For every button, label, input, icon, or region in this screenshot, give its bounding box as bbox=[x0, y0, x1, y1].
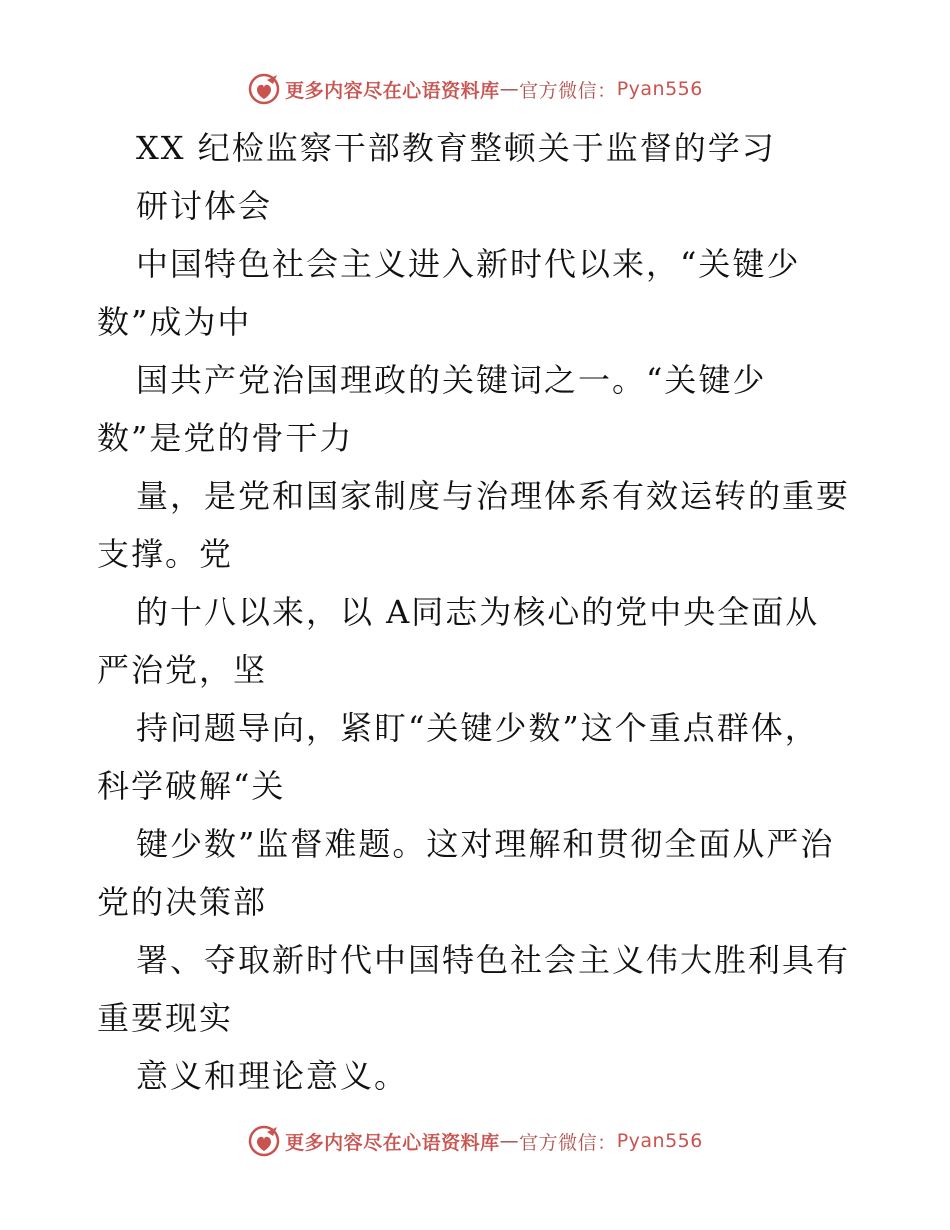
paragraph-line: 支撑。党 bbox=[97, 535, 234, 573]
paragraph-line: 数”是党的骨干力 bbox=[97, 419, 354, 457]
paragraph-line: 严治党，坚 bbox=[97, 651, 268, 689]
paragraph-line: 科学破解“关 bbox=[97, 767, 286, 805]
paragraph-line: 党的决策部 bbox=[97, 883, 268, 921]
paragraph-line: 的十八以来，以 A同志为核心的党中央全面从 bbox=[136, 593, 820, 631]
banner-wechat-id: Pyan556 bbox=[616, 1130, 703, 1152]
banner-lead-text: 更多内容尽在心语资料库 bbox=[285, 79, 500, 102]
header-banner bbox=[0, 72, 950, 106]
heart-pen-logo-icon bbox=[247, 72, 281, 106]
paragraph-line: 署、夺取新时代中国特色社会主义伟大胜利具有 bbox=[136, 941, 851, 979]
banner-wechat-label: 官方微信： bbox=[519, 1131, 617, 1154]
footer-banner bbox=[0, 1124, 950, 1158]
banner-lead-text: 更多内容尽在心语资料库 bbox=[285, 1131, 500, 1154]
document-title-line-1: XX 纪检监察干部教育整顿关于监督的学习 bbox=[136, 129, 776, 167]
document-title-line-2: 研讨体会 bbox=[136, 187, 273, 225]
paragraph-line: 数”成为中 bbox=[97, 303, 252, 341]
paragraph-line: 键少数”监督难题。这对理解和贯彻全面从严治 bbox=[136, 825, 835, 863]
banner-wechat-label: 官方微信： bbox=[519, 79, 617, 102]
paragraph-line: 重要现实 bbox=[97, 999, 234, 1037]
paragraph-line: 中国特色社会主义进入新时代以来，“关键少 bbox=[136, 245, 801, 283]
paragraph-line: 持问题导向，紧盯“关键少数”这个重点群体， bbox=[136, 709, 819, 747]
banner-dash: — bbox=[499, 1130, 520, 1152]
paragraph-line: 量，是党和国家制度与治理体系有效运转的重要 bbox=[136, 477, 851, 515]
banner-wechat-id: Pyan556 bbox=[616, 78, 703, 100]
paragraph-line: 国共产党治国理政的关键词之一。“关键少 bbox=[136, 361, 767, 399]
heart-pen-logo-icon bbox=[247, 1124, 281, 1158]
banner-dash: — bbox=[499, 78, 520, 100]
paragraph-line: 意义和理论意义。 bbox=[136, 1057, 409, 1095]
